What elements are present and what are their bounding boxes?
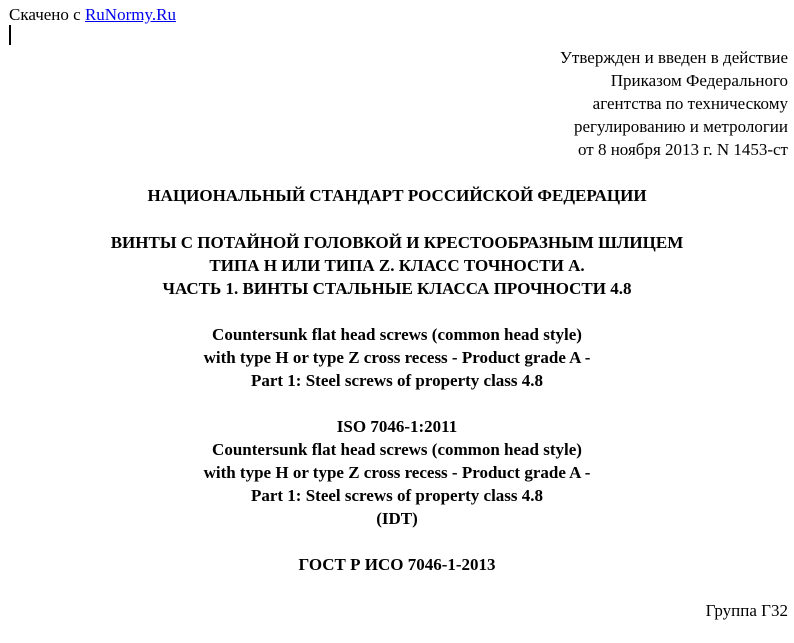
group-code: Группа Г32 — [705, 601, 788, 620]
title-ru-line: ВИНТЫ С ПОТАЙНОЙ ГОЛОВКОЙ И КРЕСТООБРАЗНЫМ ШЛИЦЕМ — [110, 233, 684, 252]
standard-title — [0, 184, 794, 207]
text-cursor — [9, 25, 11, 45]
iso-line: (IDT) — [376, 509, 418, 528]
title-en-line: with type H or type Z cross recess - Product grade A - — [203, 348, 591, 367]
gost-designation — [0, 553, 794, 576]
title-russian — [0, 231, 794, 300]
runormy-link[interactable]: RuNormy.Ru — [84, 5, 176, 24]
download-prefix: Скачено с — [9, 5, 85, 24]
standard-title-text: НАЦИОНАЛЬНЫЙ СТАНДАРТ РОССИЙСКОЙ ФЕДЕРАЦИИ — [147, 186, 647, 205]
gost-text: ГОСТ Р ИСО 7046-1-2013 — [298, 555, 496, 574]
iso-reference — [0, 415, 794, 530]
approval-line: от 8 ноября 2013 г. N 1453-ст — [578, 140, 788, 159]
approval-line: Утвержден и введен в действие — [559, 48, 788, 67]
download-source-line — [9, 3, 176, 26]
title-ru-line: ЧАСТЬ 1. ВИНТЫ СТАЛЬНЫЕ КЛАССА ПРОЧНОСТИ 4.8 — [162, 279, 632, 298]
title-en-line: Part 1: Steel screws of property class 4.8 — [250, 371, 544, 390]
iso-line: with type H or type Z cross recess - Product grade A - — [203, 463, 591, 482]
iso-line: Countersunk flat head screws (common head style) — [212, 440, 582, 459]
approval-line: регулированию и метрологии — [573, 117, 788, 136]
iso-line: ISO 7046-1:2011 — [336, 417, 458, 436]
approval-line: Приказом Федерального — [610, 71, 788, 90]
approval-block — [560, 46, 788, 161]
title-english — [0, 323, 794, 392]
iso-line: Part 1: Steel screws of property class 4.8 — [250, 486, 544, 505]
title-ru-line: ТИПА H ИЛИ ТИПА Z. КЛАСС ТОЧНОСТИ A. — [209, 256, 585, 275]
title-en-line: Countersunk flat head screws (common head style) — [212, 325, 582, 344]
approval-line: агентства по техническому — [592, 94, 788, 113]
